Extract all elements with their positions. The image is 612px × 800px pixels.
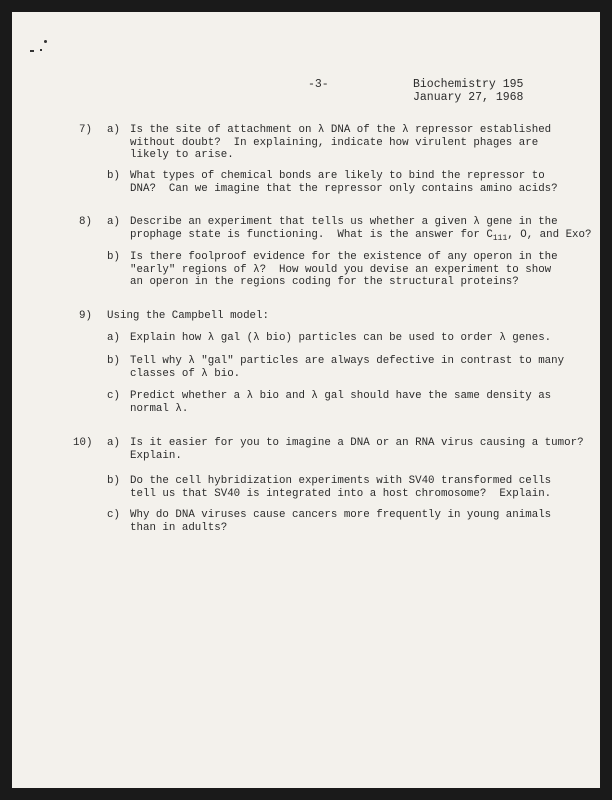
- question-number: 10): [73, 437, 93, 449]
- question-line-text: prophage state is functioning. What is the answer for C: [130, 228, 493, 241]
- question-line: Describe an experiment that tells us whether a given λ gene in the: [130, 216, 558, 228]
- question-line: Explain how λ gal (λ bio) particles can be used to order λ genes.: [130, 332, 552, 344]
- question-line: Tell why λ "gal" particles are always defective in contrast to many: [130, 355, 565, 367]
- course-title: Biochemistry 195: [413, 78, 524, 91]
- question-intro: Using the Campbell model:: [107, 310, 269, 322]
- part-label: b): [107, 251, 120, 263]
- question-line: Is there foolproof evidence for the existence of any operon in the: [130, 251, 558, 263]
- stray-mark: [40, 49, 42, 51]
- question-line: likely to arise.: [130, 149, 234, 161]
- question-number: 7): [79, 124, 92, 136]
- question-line: tell us that SV40 is integrated into a host chromosome? Explain.: [130, 487, 552, 500]
- question-line: than in adults?: [130, 521, 228, 534]
- question-line: normal λ.: [130, 402, 189, 415]
- question-line-text: , O, and Exo?: [507, 228, 592, 241]
- part-label: b): [107, 475, 120, 487]
- question-line: Predict whether a λ bio and λ gal should have the same density as: [130, 390, 552, 402]
- stray-mark: [30, 50, 34, 52]
- question-line: classes of λ bio.: [130, 367, 241, 380]
- exam-date: January 27, 1968: [413, 91, 524, 104]
- stray-mark: [44, 40, 47, 43]
- question-number: 9): [79, 310, 92, 322]
- part-label: a): [107, 332, 120, 344]
- question-line: without doubt? In explaining, indicate how virulent phages are: [130, 136, 539, 149]
- question-line: "early" regions of λ? How would you devise an experiment to show: [130, 263, 552, 276]
- part-label: a): [107, 437, 120, 449]
- question-line: an operon in the regions coding for the structural proteins?: [130, 276, 519, 288]
- question-line: Do the cell hybridization experiments with SV40 transformed cells: [130, 475, 552, 487]
- question-line: Why do DNA viruses cause cancers more frequently in young animals: [130, 509, 552, 521]
- question-line: What types of chemical bonds are likely to bind the repressor to: [130, 170, 545, 182]
- question-line: [130, 229, 591, 241]
- part-label: b): [107, 355, 120, 367]
- part-label: a): [107, 216, 120, 228]
- question-line: Is the site of attachment on λ DNA of the λ repressor established: [130, 124, 552, 136]
- question-number: 8): [79, 216, 92, 228]
- part-label: a): [107, 124, 120, 136]
- question-line: DNA? Can we imagine that the repressor only contains amino acids?: [130, 182, 558, 195]
- subscript: 111: [492, 233, 508, 243]
- question-line: Explain.: [130, 449, 182, 462]
- part-label: c): [107, 390, 120, 402]
- question-line: Is it easier for you to imagine a DNA or an RNA virus causing a tumor?: [130, 437, 584, 449]
- part-label: c): [107, 509, 120, 521]
- page-number: -3-: [308, 78, 329, 91]
- part-label: b): [107, 170, 120, 182]
